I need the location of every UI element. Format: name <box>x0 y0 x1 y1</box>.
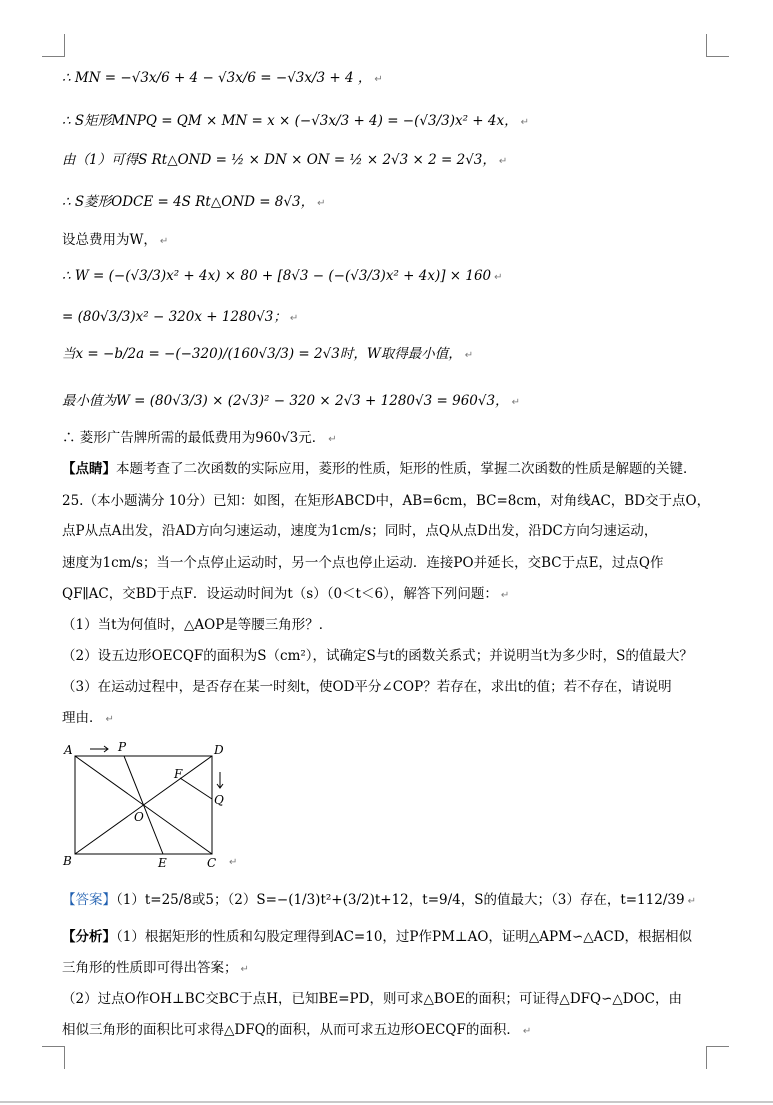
question-line: 25.（本小题满分 10分）已知：如图，在矩形ABCD中，AB=6cm，BC=8cm，对角线AC，BD交于点O， <box>62 493 711 509</box>
question-line: 速度为1cm/s；当一个点停止运动时，另一个点也停止运动．连接PO并延长，交BC于点E，过点Q作 <box>62 555 664 571</box>
text-line: 设总费用为W， ↵ <box>62 232 169 248</box>
text-line: 由（1）可得S Rt△OND = ½ × DN × ON = ½ × 2√3 × 2 = 2√3， ↵ <box>62 152 508 168</box>
label-o: O <box>134 810 144 824</box>
text-line: = (80√3/3)x² − 320x + 1280√3； ↵ <box>62 309 299 325</box>
label-p: P <box>118 740 127 754</box>
analysis-line: （2）过点O作OH⊥BC交BC于点H，已知BE=PD，则可求△BOE的面积；可证得△DFQ∽△DOC，由 <box>62 991 682 1007</box>
analysis-line: 【分析】（1）根据矩形的性质和勾股定理得到AC=10，过P作PM⊥AO，证明△APM∽△ACD，根据相似 <box>62 929 693 945</box>
question-line: （1）当t为何值时，△AOP是等腰三角形？． <box>62 617 333 633</box>
text-line: ∴ MN = −√3x/6 + 4 − √3x/6 = −√3x/3 + 4 ， ↵ <box>62 70 383 86</box>
question-line: 点P从点A出发，沿AD方向匀速运动，速度为1cm/s；同时，点Q从点D出发，沿DC方向匀速运动， <box>62 523 658 539</box>
text-line: ∴ 菱形广告牌所需的最低费用为960√3元． ↵ <box>62 430 337 446</box>
geometry-figure <box>60 738 240 870</box>
crop-mark-bottom-left <box>42 1046 65 1069</box>
label-c: C <box>207 856 217 870</box>
answer-line: 【答案】（1）t=25/8或5；（2）S=−(1/3)t²+(3/2)t+12，t=9/4，S的值最大；（3）存在，t=112/39 ↵ <box>62 892 696 908</box>
question-line: 理由． ↵ <box>62 710 114 726</box>
label-d: D <box>214 743 224 757</box>
label-e: E <box>158 856 167 870</box>
question-line: （2）设五边形OECQF的面积为S（cm²），试确定S与t的函数关系式；并说明当t为多少时，S的值最大？ <box>62 648 693 664</box>
analysis-line: 三角形的性质即可得出答案； ↵ <box>62 960 249 976</box>
text-line: ∴ W = (−(√3/3)x² + 4x) × 80 + [8√3 − (−(√3/3)x² + 4x)] × 160 ↵ <box>62 268 503 284</box>
paragraph-mark: ↵ <box>229 857 238 868</box>
crop-mark-top-left <box>42 34 65 57</box>
text-line: ∴ S菱形ODCE = 4S Rt△OND = 8√3， ↵ <box>62 194 326 210</box>
line-qf <box>180 778 212 799</box>
crop-mark-bottom-right <box>706 1046 729 1069</box>
line-pe <box>124 756 163 854</box>
question-line: （3）在运动过程中，是否存在某一时刻t，使OD平分∠COP？若存在，求出t的值；若不存在，请说明 <box>62 679 672 695</box>
analysis-line: 相似三角形的面积比可求得△DFQ的面积，从而可求五边形OECQF的面积． ↵ <box>62 1022 532 1038</box>
label-b: B <box>63 854 72 868</box>
text-line: 最小值为W = (80√3/3) × (2√3)² − 320 × 2√3 + 1280√3 = 960√3， ↵ <box>62 393 520 409</box>
crop-mark-top-right <box>706 34 729 57</box>
label-a: A <box>64 743 73 757</box>
label-f: F <box>174 767 183 781</box>
page-bottom-edge <box>0 1101 773 1103</box>
question-line: QF∥AC，交BD于点F．设运动时间为t（s）（0＜t＜6），解答下列问题： ↵ <box>62 586 510 602</box>
text-line: 当x = −b/2a = −(−320)/(160√3/3) = 2√3时，W取得最小值， ↵ <box>62 346 474 362</box>
label-q: Q <box>214 793 224 807</box>
text-line: ∴ S矩形MNPQ = QM × MN = x × (−√3x/3 + 4) = −(√3/3)x² + 4x， ↵ <box>62 113 529 129</box>
comment-line: 【点睛】本题考查了二次函数的实际应用，菱形的性质，矩形的性质，掌握二次函数的性质是解题的关键． <box>62 461 697 477</box>
